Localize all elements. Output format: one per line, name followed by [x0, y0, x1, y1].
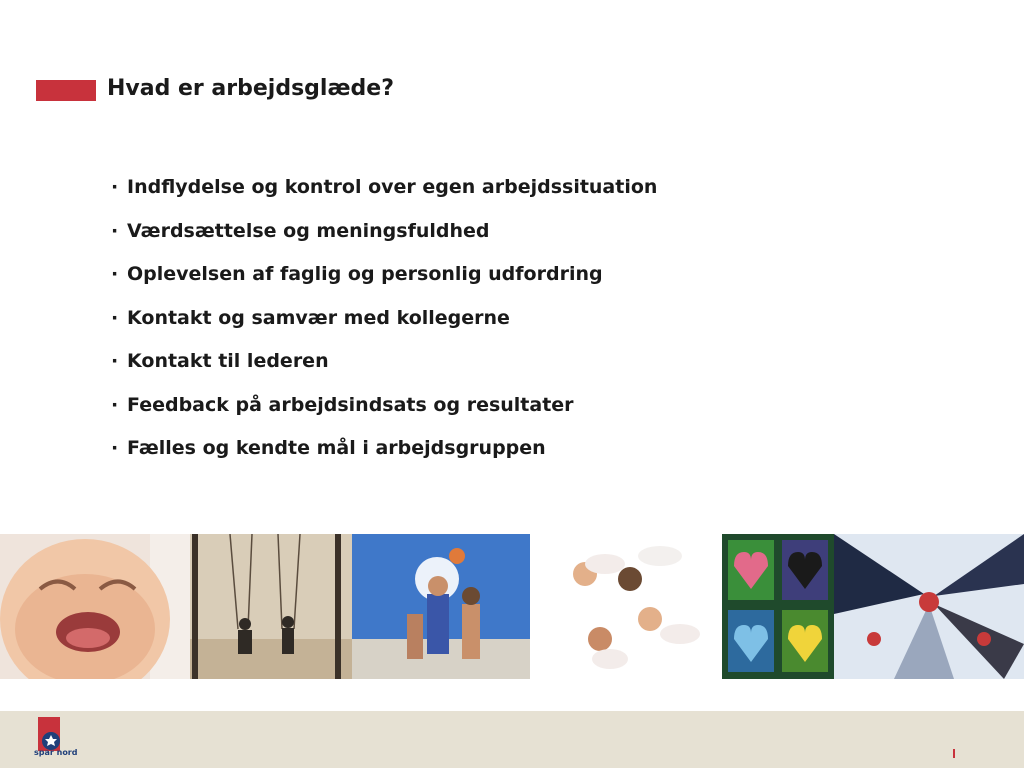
bullet-list	[111, 176, 657, 481]
bullet-text: Feedback på arbejdsindsats og resultater	[127, 393, 574, 416]
list-item	[111, 437, 657, 481]
photo-laughing-baby	[0, 534, 190, 679]
photo-beach-volleyball	[352, 534, 530, 679]
bullet-marker: ·	[111, 393, 119, 416]
title-accent-bar	[36, 80, 96, 101]
list-item	[111, 263, 657, 307]
bullet-text: Værdsættelse og meningsfuldhed	[127, 219, 490, 242]
bullet-marker: ·	[111, 219, 119, 242]
list-item	[111, 307, 657, 351]
list-item	[111, 220, 657, 264]
logo-text: spar nord	[34, 748, 78, 757]
bullet-marker: ·	[111, 350, 119, 372]
bullet-text: Kontakt til lederen	[127, 350, 329, 372]
bullet-text: Fælles og kendte mål i arbejdsgruppen	[127, 437, 546, 459]
bullet-marker: ·	[111, 306, 119, 329]
bullet-marker: ·	[111, 263, 119, 285]
photo-strip	[0, 534, 1024, 679]
bullet-marker: ·	[111, 176, 119, 198]
bullet-text: Indflydelse og kontrol over egen arbejdssituation	[127, 176, 658, 198]
list-item	[111, 176, 657, 220]
bullet-text: Oplevelsen af faglig og personlig udfordring	[127, 263, 603, 285]
bullet-marker: ·	[111, 437, 119, 459]
footer-bar	[0, 711, 1024, 768]
slide-title: Hvad er arbejdsglæde?	[107, 76, 394, 101]
list-item	[111, 350, 657, 394]
page-marker	[953, 749, 955, 758]
photo-team-huddle	[834, 534, 1024, 679]
photo-crawling-babies	[530, 534, 722, 679]
list-item	[111, 394, 657, 438]
photo-swings	[190, 534, 352, 679]
bullet-text: Kontakt og samvær med kollegerne	[127, 306, 510, 329]
photo-heart-quilt	[722, 534, 834, 679]
